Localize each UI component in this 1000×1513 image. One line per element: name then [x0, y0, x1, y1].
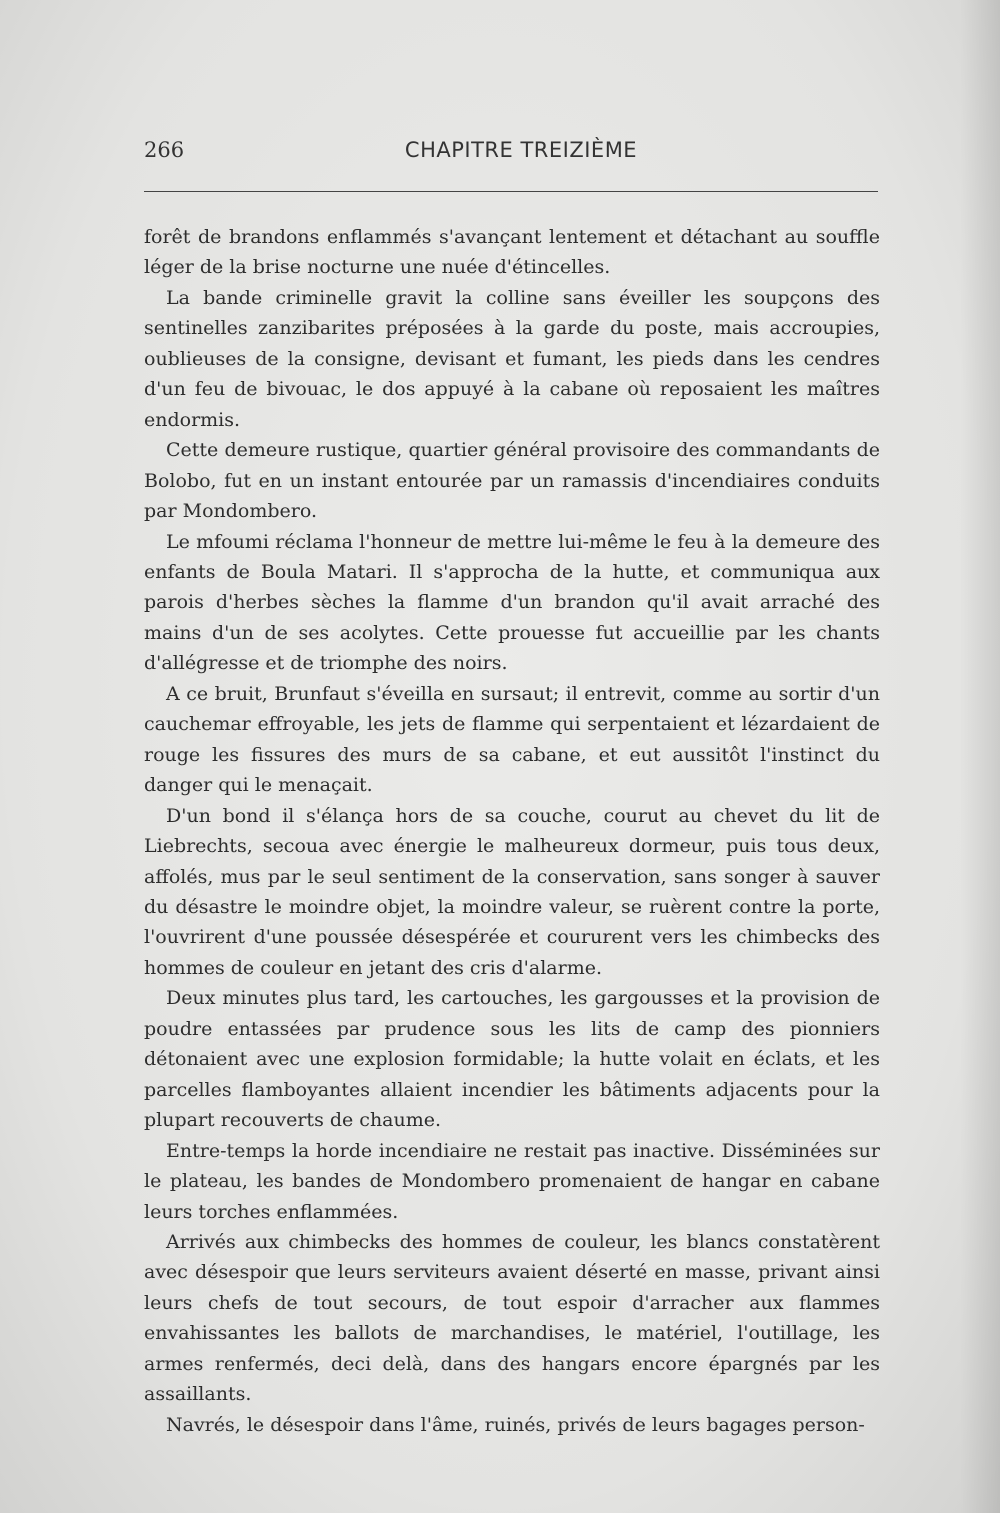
paragraph: Arrivés aux chimbecks des hommes de couleur, les blancs constatèrent avec désespoir que leurs serviteurs avaient déserté en masse, privant ainsi leurs chefs de tout secours, de tout espoir d'arracher aux flammes envahissantes les ballots de marchandises, le matériel, l'outillage, les armes renfermés, deci delà, dans des hangars encore épargnés par les assaillants. — [144, 1230, 880, 1406]
page-number: 266 — [144, 138, 185, 162]
paragraph: Deux minutes plus tard, les cartouches, les gargousses et la provision de poudre entassées par prudence sous les lits de camp des pionniers détonaient avec une explosion formidable; la hutte volait en éclats, et les parcelles flamboyantes allaient incendier les bâtiments adjacents pour la plupart recouverts de chaume. — [144, 987, 880, 1132]
paragraph: La bande criminelle gravit la colline sans éveiller les soupçons des sentinelles zanzibarites préposées à la garde du poste, mais accroupies, oublieuses de la consigne, devisant et fumant, les pieds dans les cendres d'un feu de bivouac, le dos appuyé à la cabane où reposaient les maîtres endormis. — [144, 286, 880, 431]
paragraph: Navrés, le désespoir dans l'âme, ruinés, privés de leurs bagages person- — [166, 1413, 865, 1436]
body-text — [144, 222, 880, 1440]
page-header — [144, 136, 880, 170]
paragraph: Entre-temps la horde incendiaire ne restait pas inactive. Disséminées sur le plateau, les bandes de Mondombero promenaient de hangar en cabane leurs torches enflammées. — [144, 1139, 880, 1223]
paragraph: forêt de brandons enflammés s'avançant lentement et détachant au souffle léger de la brise nocturne une nuée d'étincelles. — [144, 226, 880, 279]
paragraph: Cette demeure rustique, quartier général provisoire des commandants de Bolobo, fut en un instant entourée par un ramassis d'incendiaires conduits par Mondombero. — [144, 439, 880, 523]
page-edge-shadow — [960, 0, 1000, 1513]
paragraph: D'un bond il s'élança hors de sa couche, courut au chevet du lit de Liebrechts, secoua avec énergie le malheureux dormeur, puis tous deux, affolés, mus par le seul sentiment de la conservation, sans songer à sauver du désastre le moindre objet, la moindre valeur, se ruèrent contre la porte, l'ouvrirent d'une poussée désespérée et coururent vers les chimbecks des hommes de couleur en jetant des cris d'alarme. — [144, 804, 880, 979]
running-title: CHAPITRE TREIZIÈME — [404, 138, 638, 162]
paragraph: Le mfoumi réclama l'honneur de mettre lui-même le feu à la demeure des enfants de Boula Matari. Il s'approcha de la hutte, et communiqua aux parois d'herbes sèches la flamme d'un brandon qu'il avait arraché des mains d'un de ses acolytes. Cette prouesse fut accueillie par les chants d'allégresse et de triomphe des noirs. — [144, 530, 880, 675]
paragraph: A ce bruit, Brunfaut s'éveilla en sursaut; il entrevit, comme au sortir d'un cauchemar effroyable, les jets de flamme qui serpentaient et lézardaient de rouge les fissures des murs de sa cabane, et eut aussitôt l'instinct du danger qui le menaçait. — [144, 682, 880, 797]
header-rule — [144, 191, 878, 192]
